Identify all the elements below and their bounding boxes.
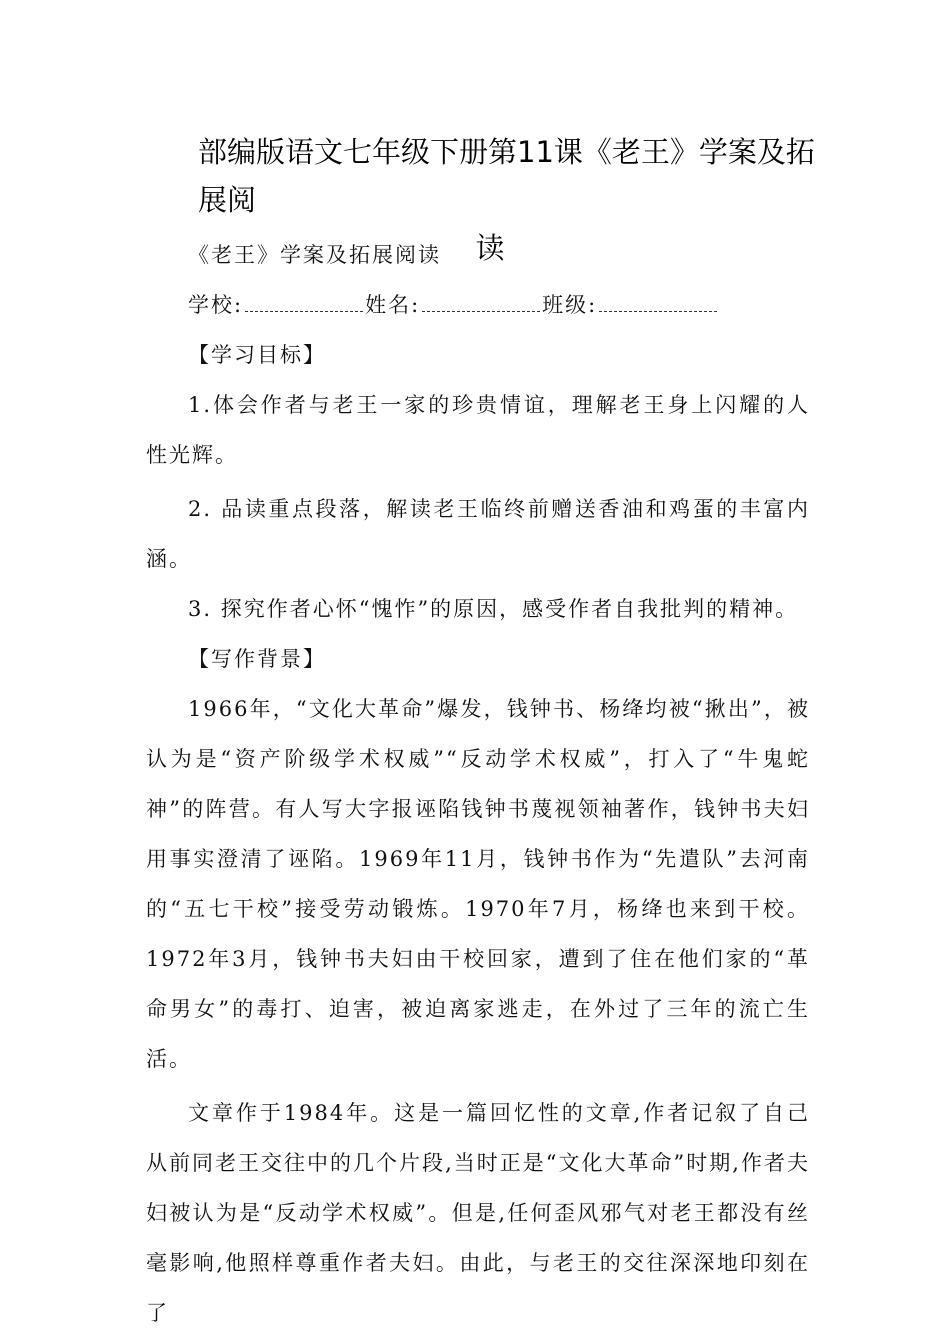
info-form-line	[146, 280, 810, 330]
class-label: 班级:	[542, 293, 598, 317]
school-blank	[245, 293, 363, 312]
background-heading: 【写作背景】	[188, 647, 326, 671]
document-body	[146, 230, 810, 1338]
subtitle: 《老王》学案及拓展阅读	[188, 243, 441, 267]
class-blank	[599, 293, 717, 312]
goals-heading: 【学习目标】	[188, 343, 326, 367]
background-paragraph-2: 文章作于1984年。这是一篇回忆性的文章,作者记叙了自己从前同老王交往中的几个片段,当时正是“文化大革命”时期,作者夫妇被认为是“反动学术权威”。但是,任何歪风邪气对老王都没有丝毫影响,他照样尊重作者夫妇。由此，与老王的交往深深地印刻在了	[146, 1101, 810, 1325]
goal-3: 3. 探究作者心怀“愧怍”的原因，感受作者自我批判的精神。	[188, 597, 799, 621]
title-line-1: 部编版语文七年级下册第11课《老王》学案及拓展阅	[198, 135, 815, 217]
name-label: 姓名:	[365, 293, 421, 317]
goal-1: 1.体会作者与老王一家的珍贵情谊，理解老王身上闪耀的人性光辉。	[146, 393, 810, 467]
background-paragraph-1: 1966年，“文化大革命”爆发，钱钟书、杨绛均被“揪出”，被认为是“资产阶级学术权威”“反动学术权威”，打入了“牛鬼蛇神”的阵营。有人写大字报诬陷钱钟书蔑视领袖著作，钱钟书夫妇用事实澄清了诬陷。1969年11月，钱钟书作为“先遣队”去河南的“五七干校”接受劳动锻炼。1970年7月，杨绛也来到干校。1972年3月，钱钟书夫妇由干校回家，遭到了住在他们家的“革命男女”的毒打、迫害，被迫离家逃走，在外过了三年的流亡生活。	[146, 697, 810, 1071]
school-label: 学校:	[188, 293, 244, 317]
name-blank	[422, 293, 540, 312]
title-line-2: 读	[475, 231, 505, 265]
goal-2: 2. 品读重点段落，解读老王临终前赠送香油和鸡蛋的丰富内涵。	[146, 497, 810, 571]
